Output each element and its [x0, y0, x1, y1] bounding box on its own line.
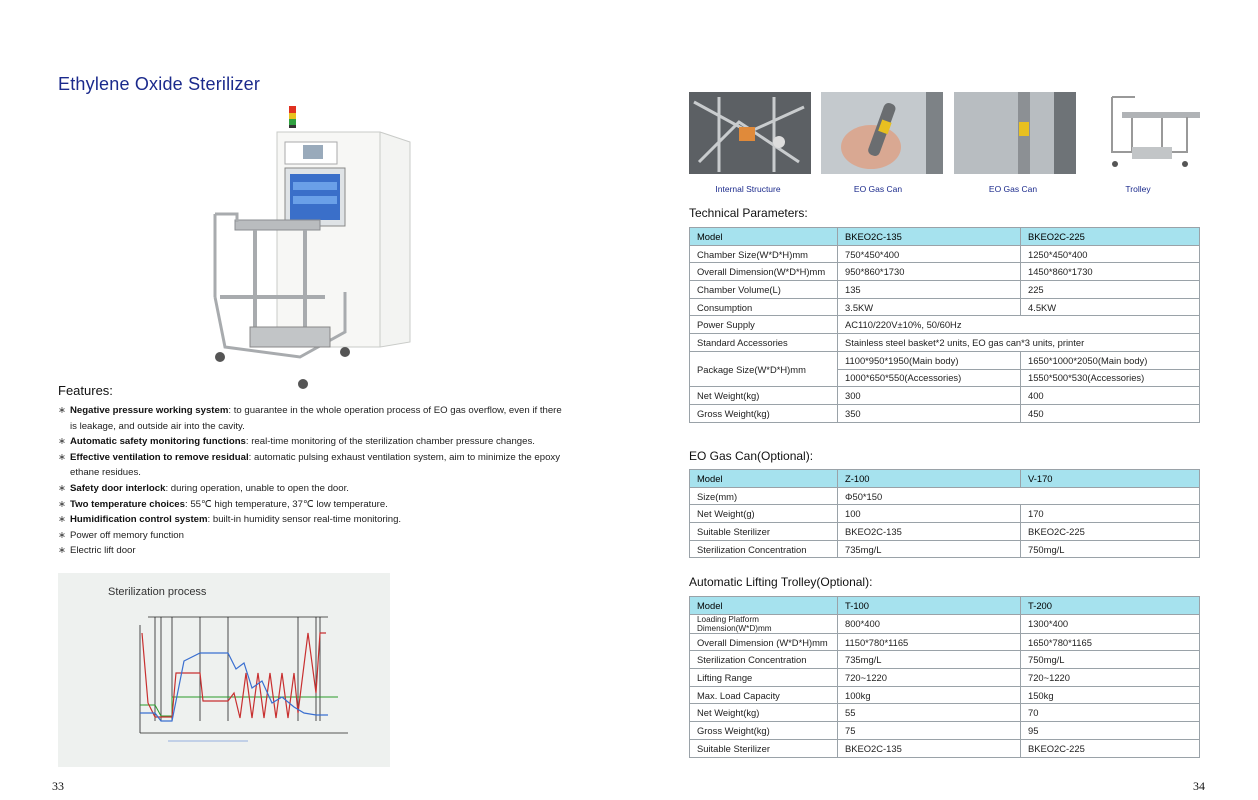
table-row: [690, 686, 1200, 704]
table-cell: 1550*500*530(Accessories): [1021, 369, 1200, 387]
eo-gas-can-photo: [954, 92, 1076, 174]
feature-item: ∗ Safety door interlock: during operation, unable to open the door.: [58, 482, 349, 494]
table-cell: BKEO2C-225: [1021, 228, 1200, 246]
table-cell: 100: [838, 505, 1021, 523]
table-cell: Package Size(W*D*H)mm: [690, 351, 838, 386]
table-cell: 720~1220: [838, 669, 1021, 687]
table-cell: 735mg/L: [838, 651, 1021, 669]
table-cell: 1300*400: [1021, 614, 1200, 633]
table-cell: 450: [1021, 404, 1200, 422]
table-cell: Model: [690, 597, 838, 615]
table-cell: Suitable Sterilizer: [690, 739, 838, 757]
table-cell: Chamber Size(W*D*H)mm: [690, 245, 838, 263]
table-cell: 135: [838, 281, 1021, 299]
photo-caption: EO Gas Can: [853, 184, 903, 194]
table-cell: 750*450*400: [838, 245, 1021, 263]
table-cell: Gross Weight(kg): [690, 722, 838, 740]
feature-item: ∗ Two temperature choices: 55℃ high temperature, 37℃ low temperature.: [58, 498, 388, 510]
table-cell: Max. Load Capacity: [690, 686, 838, 704]
sterilization-process-figure: [58, 573, 390, 767]
table-cell: V-170: [1021, 470, 1200, 488]
process-title: Sterilization process: [108, 586, 207, 598]
table-cell: Sterilization Concentration: [690, 540, 838, 558]
table-cell: BKEO2C-135: [838, 739, 1021, 757]
table-cell: BKEO2C-225: [1021, 739, 1200, 757]
table-cell: Overall Dimension(W*D*H)mm: [690, 263, 838, 281]
table-cell: Φ50*150: [838, 487, 1200, 505]
lifting-trolley-heading: Automatic Lifting Trolley(Optional):: [689, 575, 873, 589]
table-row: [690, 334, 1200, 352]
features-list: [58, 403, 568, 559]
table-cell: 750mg/L: [1021, 651, 1200, 669]
table-row: [690, 387, 1200, 405]
table-cell: Chamber Volume(L): [690, 281, 838, 299]
table-row: [690, 281, 1200, 299]
table-cell: 1450*860*1730: [1021, 263, 1200, 281]
table-cell: BKEO2C-225: [1021, 523, 1200, 541]
table-cell: 170: [1021, 505, 1200, 523]
table-cell: 350: [838, 404, 1021, 422]
table-row: [690, 351, 1200, 369]
technical-parameters-heading: Technical Parameters:: [689, 206, 808, 220]
table-cell: Sterilization Concentration: [690, 651, 838, 669]
table-cell: Suitable Sterilizer: [690, 523, 838, 541]
sterilization-process-chart: [58, 573, 390, 767]
table-cell: 1650*780*1165: [1021, 633, 1200, 651]
sterilizer-product-photo: [185, 102, 420, 392]
table-row: [690, 669, 1200, 687]
table-cell: 95: [1021, 722, 1200, 740]
table-cell: Net Weight(kg): [690, 704, 838, 722]
table-row: [690, 722, 1200, 740]
table-cell: Model: [690, 228, 838, 246]
table-cell: T-100: [838, 597, 1021, 615]
table-row: [690, 404, 1200, 422]
table-cell: 720~1220: [1021, 669, 1200, 687]
table-row: [690, 540, 1200, 558]
feature-item: ∗ Power off memory function: [58, 529, 184, 541]
feature-item: ∗ Effective ventilation to remove residual: automatic pulsing exhaust ventilation system, aim to minimize the epoxy ethane residues.: [58, 451, 561, 479]
table-row: [690, 651, 1200, 669]
table-row: [690, 614, 1200, 633]
table-cell: 1000*650*550(Accessories): [838, 369, 1021, 387]
table-row: [690, 263, 1200, 281]
table-cell: 1100*950*1950(Main body): [838, 351, 1021, 369]
table-cell: Model: [690, 470, 838, 488]
table-cell: 75: [838, 722, 1021, 740]
table-cell: 300: [838, 387, 1021, 405]
table-cell: Net Weight(kg): [690, 387, 838, 405]
table-cell: BKEO2C-135: [838, 523, 1021, 541]
table-cell: 225: [1021, 281, 1200, 299]
eo-gas-can-hand-photo: [821, 92, 943, 174]
feature-item: ∗ Electric lift door: [58, 545, 136, 557]
lifting-trolley-table: [689, 596, 1200, 758]
table-row: [690, 739, 1200, 757]
table-cell: 150kg: [1021, 686, 1200, 704]
table-cell: Z-100: [838, 470, 1021, 488]
table-cell: T-200: [1021, 597, 1200, 615]
table-row: [690, 298, 1200, 316]
feature-item: ∗ Automatic safety monitoring functions: real-time monitoring of the sterilization chamber pressure changes.: [58, 436, 535, 448]
table-cell: 735mg/L: [838, 540, 1021, 558]
photo-caption: EO Gas Can: [988, 184, 1038, 194]
table-cell: Size(mm): [690, 487, 838, 505]
table-cell: AC110/220V±10%, 50/60Hz: [838, 316, 1200, 334]
table-cell: BKEO2C-135: [838, 228, 1021, 246]
table-cell: Net Weight(g): [690, 505, 838, 523]
table-cell: 70: [1021, 704, 1200, 722]
table-cell: 1650*1000*2050(Main body): [1021, 351, 1200, 369]
feature-item: ∗ Negative pressure working system: to guarantee in the whole operation process of EO gas overflow, even if there is leakage, and outside air into the cavity.: [58, 405, 562, 432]
table-cell: 4.5KW: [1021, 298, 1200, 316]
table-row: [690, 523, 1200, 541]
table-cell: Power Supply: [690, 316, 838, 334]
page-title: Ethylene Oxide Sterilizer: [58, 74, 261, 94]
technical-parameters-table: [689, 227, 1200, 423]
table-cell: Overall Dimension (W*D*H)mm: [690, 633, 838, 651]
feature-item: ∗ Humidification control system: built-in humidity sensor real-time monitoring.: [58, 514, 402, 526]
table-cell: 400: [1021, 387, 1200, 405]
table-row: [690, 505, 1200, 523]
table-cell: 1150*780*1165: [838, 633, 1021, 651]
table-header-row: [690, 597, 1200, 615]
features-heading: Features:: [58, 383, 113, 398]
table-row: [690, 316, 1200, 334]
table-header-row: [690, 470, 1200, 488]
table-cell: 950*860*1730: [838, 263, 1021, 281]
table-cell: 55: [838, 704, 1021, 722]
photo-caption: Trolley: [1125, 184, 1151, 194]
trolley-photo: [1087, 92, 1209, 174]
photo-caption: Internal Structure: [715, 184, 781, 194]
table-cell: 1250*450*400: [1021, 245, 1200, 263]
internal-structure-photo: [689, 92, 811, 174]
table-cell: 3.5KW: [838, 298, 1021, 316]
table-row: [690, 633, 1200, 651]
page-number: 33: [52, 779, 64, 793]
table-cell: Gross Weight(kg): [690, 404, 838, 422]
eo-gas-can-table: [689, 469, 1200, 558]
table-header-row: [690, 228, 1200, 246]
table-cell: Loading Platform Dimension(W*D)mm: [690, 614, 838, 633]
table-cell: Consumption: [690, 298, 838, 316]
table-row: [690, 704, 1200, 722]
table-cell: 750mg/L: [1021, 540, 1200, 558]
table-cell: Standard Accessories: [690, 334, 838, 352]
table-cell: 800*400: [838, 614, 1021, 633]
table-cell: Lifting Range: [690, 669, 838, 687]
table-cell: 100kg: [838, 686, 1021, 704]
table-cell: Stainless steel basket*2 units, EO gas can*3 units, printer: [838, 334, 1200, 352]
eo-gas-can-heading: EO Gas Can(Optional):: [689, 449, 814, 463]
page-number: 34: [1193, 779, 1205, 793]
table-row: [690, 245, 1200, 263]
table-row: [690, 487, 1200, 505]
